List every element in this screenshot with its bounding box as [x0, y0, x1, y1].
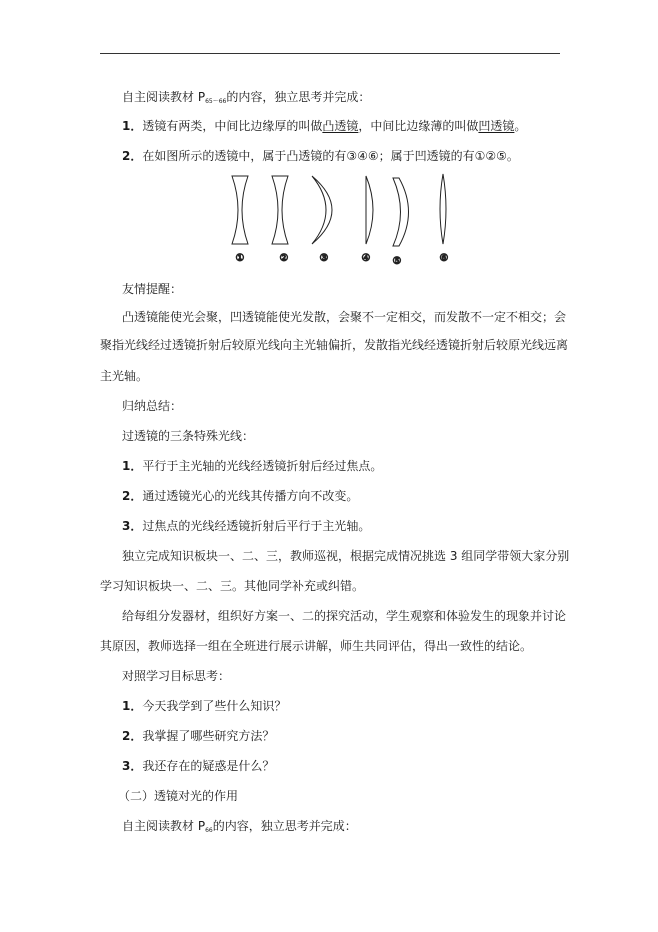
- tip-line-1: 凸透镜能使光会聚，凹透镜能使光发散，会聚不一定相交，而发散不一定不相交；会: [122, 310, 567, 324]
- section-2-title: （二）透镜对光的作用: [118, 789, 239, 803]
- tip-line-2: 聚指光线经过透镜折射后较原光线向主光轴偏折，发散指光线经透镜折射后较原光线远离: [100, 338, 569, 352]
- summary-item-2: 2．通过透镜光心的光线其传播方向不改变。: [122, 489, 359, 503]
- paragraph-1-line-2: 学习知识板块一、二、三。其他同学补充或纠错。: [100, 579, 365, 593]
- lens-3: [312, 176, 332, 244]
- answer-convex-lens: 凸透镜: [322, 119, 359, 133]
- paragraph-2-line-1: 给每组分发器材，组织好方案一、二的探究活动，学生观察和体验发生的现象并讨论: [122, 609, 567, 623]
- reading-instruction-2: 自主阅读教材 $P_{66}$的内容，独立思考并完成：: [122, 819, 357, 834]
- header-rule: [100, 53, 560, 54]
- reflect-item-3: 3．我还存在的疑惑是什么？: [122, 759, 275, 773]
- lens-label-1: ①: [235, 253, 245, 264]
- reading-instruction-1: 自主阅读教材 $P_{65\sim 66}$的内容，独立思考并完成：: [122, 90, 371, 105]
- reflect-title: 对照学习目标思考：: [122, 669, 231, 683]
- summary-subtitle: 过透镜的三条特殊光线：: [122, 429, 255, 443]
- lens-6: [440, 174, 446, 244]
- answer-concave-lens: 凹透镜: [478, 119, 515, 133]
- question-1: 1．透镜有两类，中间比边缘厚的叫做凸透镜，中间比边缘薄的叫做凹透镜。: [122, 119, 527, 133]
- summary-item-1: 1．平行于主光轴的光线经透镜折射后经过焦点。: [122, 459, 383, 473]
- lens-1: [232, 176, 248, 244]
- lens-2: [272, 176, 288, 244]
- tip-title: 友情提醒：: [122, 282, 183, 296]
- summary-item-3: 3．过焦点的光线经透镜折射后平行于主光轴。: [122, 519, 371, 533]
- lens-label-3: ③: [319, 253, 329, 264]
- paragraph-2-line-2: 其原因，教师选择一组在全班进行展示讲解，师生共同评估，得出一致性的结论。: [100, 639, 533, 653]
- lens-5: [393, 178, 409, 246]
- reflect-item-1: 1．今天我学到了些什么知识？: [122, 699, 287, 713]
- lens-figure: [216, 172, 461, 268]
- lens-label-5: ⑤: [392, 256, 402, 267]
- question-2: 2．在如图所示的透镜中，属于凸透镜的有③④⑥；属于凹透镜的有①②⑤。: [122, 149, 519, 163]
- reflect-item-2: 2．我掌握了哪些研究方法？: [122, 729, 275, 743]
- summary-title: 归纳总结：: [122, 399, 183, 413]
- paragraph-1-line-1: 独立完成知识板块一、二、三，教师巡视，根据完成情况挑选 3 组同学带领大家分别: [122, 549, 570, 563]
- lens-label-6: ⑥: [439, 253, 449, 264]
- tip-line-3: 主光轴。: [100, 369, 149, 383]
- lens-label-4: ④: [361, 253, 371, 264]
- lens-label-2: ②: [279, 253, 289, 264]
- lens-4: [366, 176, 373, 244]
